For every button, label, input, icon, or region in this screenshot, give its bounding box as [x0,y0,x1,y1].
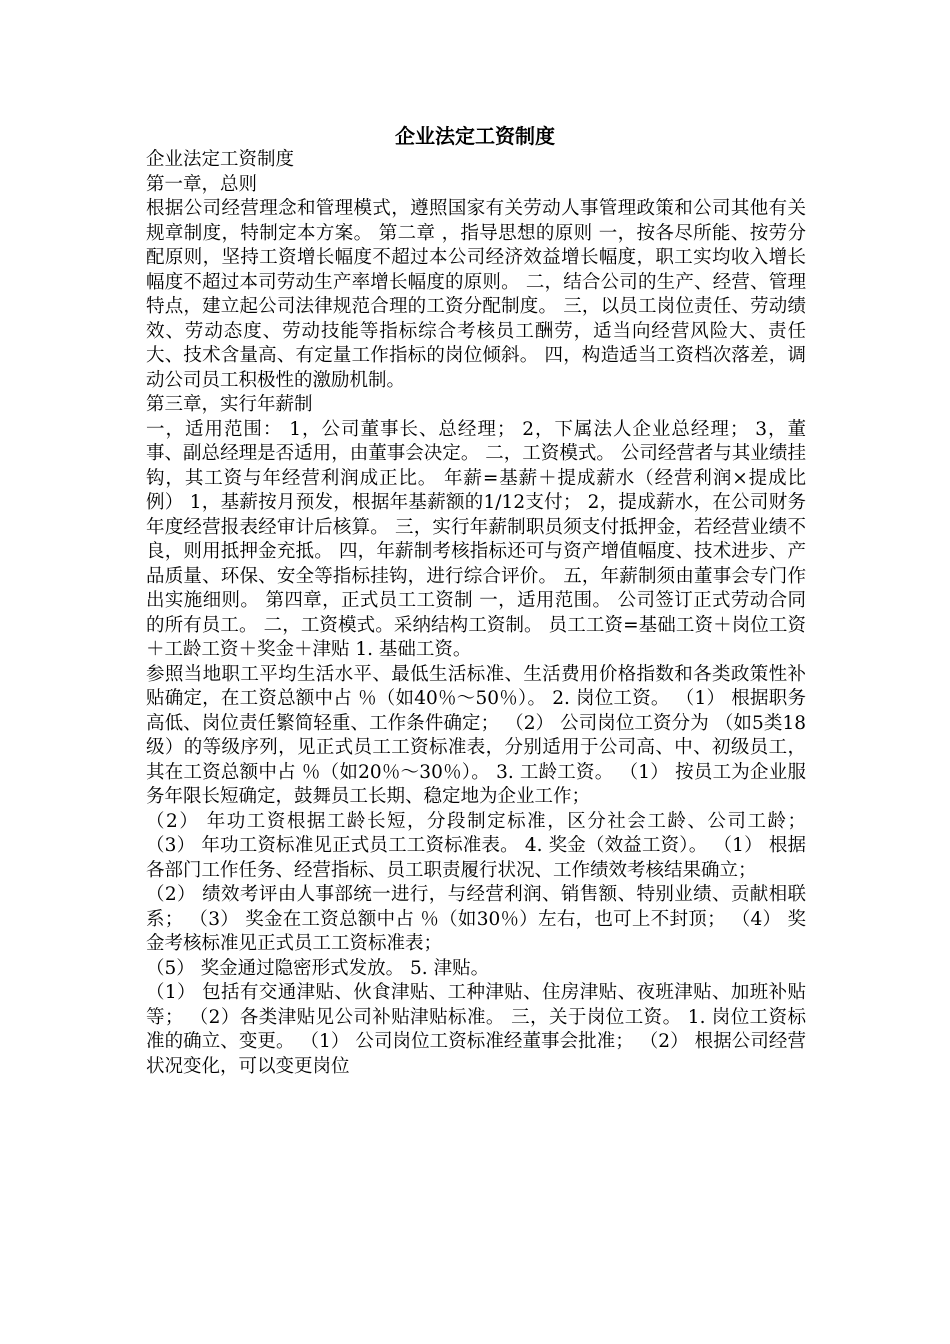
document-title: 企业法定工资制度 [395,124,555,148]
paragraph-bonus-payment: （5） 奖金通过隐密形式发放。 5. 津贴。 [146,957,490,979]
paragraph-chapter-1-body: 根据公司经营理念和管理模式，遵照国家有关劳动人事管理政策和公司其他有关规章制度，特制定本方案。 第二章 ，指导思想的原则 一，按各尽所能、按劳分配原则，坚持工资增长幅度不超过本公司经济效益增长幅度，职工实均收入增长幅度不超过本司劳动生产率增长幅度的原则。 二，结合公司的生产、经营、管理特点，建立起公司法律规范合理的工资分配制度。 三，以员工岗位责任、劳动绩效、劳动态度、劳动技能等指标综合考核员工酬劳，适当向经营风险大、责任大、技术含量高、有定量工作指标的岗位倾斜。 四，构造适当工资档次落差，调动公司员工积极性的激励机制。 [146,198,806,391]
paragraph-seniority-salary: （2） 年功工资根据工龄长短，分段制定标准，区分社会工龄、公司工龄； （3） 年功工资标准见正式员工工资标准表。 4. 奖金（效益工资）。 （1） 根据各部门工作任务、经营指标、员工职责履行状况、工作绩效考核结果确立； [146,810,806,881]
paragraph-chapter-1-heading: 第一章，总则 [146,173,258,195]
paragraph-annual-salary: 一，适用范围： 1，公司董事长、总经理； 2，下属法人企业总经理； 3，董事、副总经理是否适用，由董事会决定。 二，工资模式。 公司经营者与其业绩挂钩，其工资与年经营利润成正比。 年薪=基薪＋提成薪水（经营利润×提成比例） 1，基薪按月预发，根据年基薪额的1/12支付； 2，提成薪水，在公司财务年度经营报表经审计后核算。 三，实行年薪制职员须支付抵押金，若经营业绩不良，则用抵押金充抵。 四，年薪制考核指标还可与资产增值幅度、技术进步、产品质量、环保、安全等指标挂钩，进行综合评价。 五，年薪制须由董事会专门作出实施细则。 第四章，正式员工工资制 一，适用范围。 公司签订正式劳动合同的所有员工。 二，工资模式。采纳结构工资制。 员工工资=基础工资＋岗位工资＋工龄工资＋奖金＋津贴 1. 基础工资。 [146,418,806,660]
paragraph-subtitle: 企业法定工资制度 [146,149,295,170]
paragraph-allowance: （1） 包括有交通津贴、伙食津贴、工种津贴、住房津贴、夜班津贴、加班补贴等； （2）各类津贴见公司补贴津贴标准。 三，关于岗位工资。 1. 岗位工资标准的确立、变更。 （1） 公司岗位工资标准经董事会批准； （2） 根据公司经营状况变化，可以变更岗位 [146,982,806,1077]
paragraph-bonus: （2） 绩效考评由人事部统一进行，与经营利润、销售额、特别业绩、贡献相联系； （3） 奖金在工资总额中占 ％（如30％）左右，也可上不封顶； （4） 奖金考核标准见正式员工工资标准表； [146,884,806,954]
paragraph-chapter-3-heading: 第三章，实行年薪制 [146,394,313,415]
paragraph-base-salary: 参照当地职工平均生活水平、最低生活标准、生活费用价格指数和各类政策性补贴确定，在工资总额中占 ％（如40％～50％）。 2. 岗位工资。 （1） 根据职务高低、岗位责任繁简轻重、工作条件确定； （2） 公司岗位工资分为 （如5类18级）的等级序列，见正式员工工资标准表，分别适用于公司高、中、初级员工，其在工资总额中占 ％（如20％～30％）。 3. 工龄工资。 （1） 按员工为企业服务年限长短确定，鼓舞员工长期、稳定地为企业工作； [146,663,806,807]
document-body [146,148,806,1079]
